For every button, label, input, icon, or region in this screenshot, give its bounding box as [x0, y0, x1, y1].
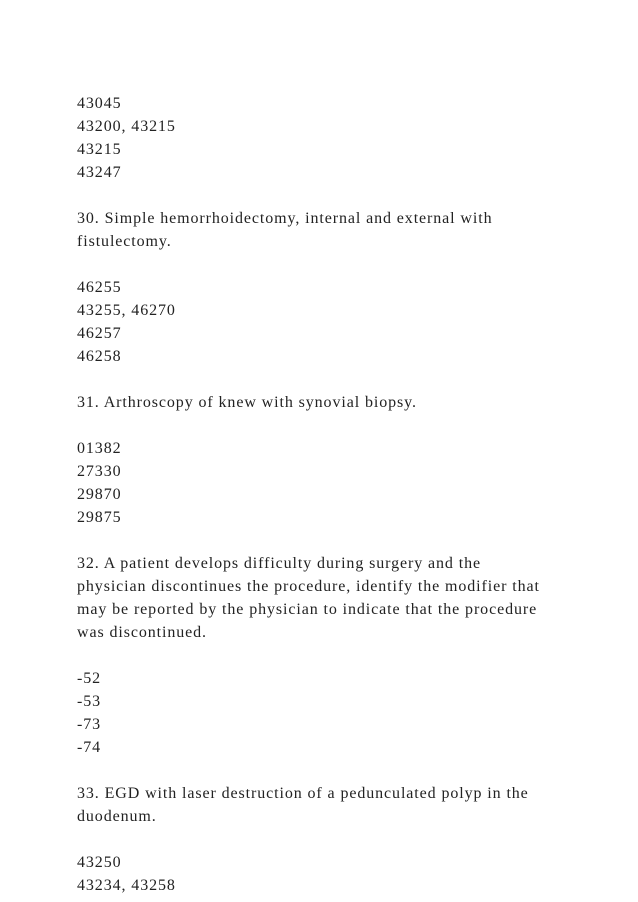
question-text: was discontinued.: [77, 624, 207, 641]
blank-line: [77, 414, 577, 437]
question-text: fistulectomy.: [77, 233, 172, 250]
answer-option: -74: [77, 739, 102, 756]
blank-line: [77, 529, 577, 552]
question-text: 32. A patient develops difficulty during surgery and the: [77, 555, 481, 572]
blank-line: [77, 759, 577, 782]
question-text: 30. Simple hemorrhoidectomy, internal and external with: [77, 210, 493, 227]
answer-option: 43215: [77, 141, 122, 158]
blank-line: [77, 644, 577, 667]
answer-option: 27330: [77, 463, 122, 480]
answer-option: 46255: [77, 279, 122, 296]
answer-option: 29870: [77, 486, 122, 503]
blank-line: [77, 253, 577, 276]
document-body: [77, 92, 577, 897]
question-text: duodenum.: [77, 808, 157, 825]
answer-option: 46258: [77, 348, 122, 365]
answer-option: 43255, 46270: [77, 302, 176, 319]
blank-line: [77, 828, 577, 851]
blank-line: [77, 184, 577, 207]
answer-option: 43045: [77, 95, 122, 112]
answer-option: 29875: [77, 509, 122, 526]
answer-option: 43250: [77, 854, 122, 871]
question-text: 31. Arthroscopy of knew with synovial biopsy.: [77, 394, 417, 411]
question-text: 33. EGD with laser destruction of a pedunculated polyp in the: [77, 785, 529, 802]
answer-option: -53: [77, 693, 102, 710]
answer-option: -73: [77, 716, 102, 733]
question-text: may be reported by the physician to indicate that the procedure: [77, 601, 538, 618]
answer-option: -52: [77, 670, 102, 687]
answer-option: 43234, 43258: [77, 877, 176, 894]
answer-option: 43200, 43215: [77, 118, 176, 135]
answer-option: 46257: [77, 325, 122, 342]
answer-option: 43247: [77, 164, 122, 181]
blank-line: [77, 368, 577, 391]
answer-option: 01382: [77, 440, 122, 457]
question-text: physician discontinues the procedure, identify the modifier that: [77, 578, 540, 595]
